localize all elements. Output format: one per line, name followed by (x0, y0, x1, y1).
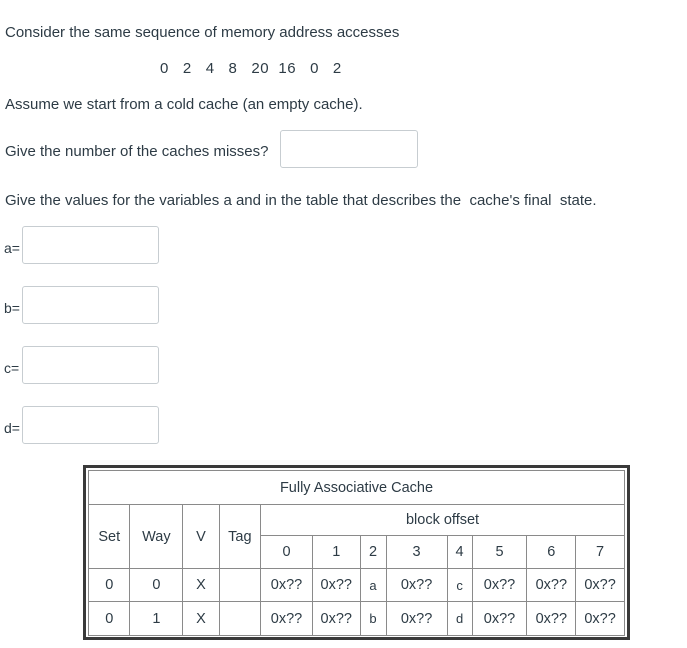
header-tag: Tag (219, 505, 260, 569)
cell-way: 1 (130, 602, 183, 636)
var-a-label: a= (4, 240, 20, 256)
table-row (89, 569, 625, 602)
var-b-label: b= (4, 300, 20, 316)
cell-data: 0x?? (527, 602, 576, 636)
misses-prompt: Give the number of the caches misses? (5, 143, 269, 160)
var-d-input[interactable] (22, 406, 159, 444)
question-intro: Consider the same sequence of memory address accesses (5, 24, 400, 41)
misses-input[interactable] (280, 130, 418, 168)
header-way: Way (130, 505, 183, 569)
cell-data: 0x?? (576, 569, 625, 602)
cell-data: 0x?? (312, 602, 360, 636)
cell-data: 0x?? (312, 569, 360, 602)
header-valid: V (183, 505, 219, 569)
offset-header: 6 (527, 536, 576, 569)
header-block-offset: block offset (261, 505, 625, 536)
offset-header: 7 (576, 536, 625, 569)
cell-data: 0x?? (576, 602, 625, 636)
var-a-input[interactable] (22, 226, 159, 264)
cache-table-frame (83, 465, 630, 640)
cell-data: 0x?? (261, 569, 313, 602)
cell-set: 0 (89, 569, 130, 602)
var-c-label: c= (4, 360, 20, 376)
header-set: Set (89, 505, 130, 569)
var-c-input[interactable] (22, 346, 159, 384)
offset-header: 4 (447, 536, 472, 569)
cell-data: 0x?? (386, 569, 447, 602)
cold-cache-assumption: Assume we start from a cold cache (an empty cache). (5, 96, 363, 113)
table-row (89, 602, 625, 636)
cell-tag (219, 569, 260, 602)
cell-data: 0x?? (386, 602, 447, 636)
var-d-label: d= (4, 420, 20, 436)
var-b-input[interactable] (22, 286, 159, 324)
cell-var-d: d (447, 602, 472, 636)
cell-var-c: c (447, 569, 472, 602)
offset-header: 3 (386, 536, 447, 569)
cell-valid: X (183, 602, 219, 636)
cell-data: 0x?? (472, 569, 527, 602)
cache-title: Fully Associative Cache (89, 471, 625, 505)
cell-data: 0x?? (472, 602, 527, 636)
offset-header: 1 (312, 536, 360, 569)
cell-data: 0x?? (261, 602, 313, 636)
offset-header: 2 (360, 536, 386, 569)
table-prompt: Give the values for the variables a and in the table that describes the cache's final state. (5, 192, 597, 209)
cell-way: 0 (130, 569, 183, 602)
offset-header: 5 (472, 536, 527, 569)
address-sequence: 0 2 4 8 20 16 0 2 (160, 60, 342, 77)
cell-var-a: a (360, 569, 386, 602)
cell-set: 0 (89, 602, 130, 636)
cell-var-b: b (360, 602, 386, 636)
cell-data: 0x?? (527, 569, 576, 602)
cell-tag (219, 602, 260, 636)
cell-valid: X (183, 569, 219, 602)
cache-table (88, 470, 625, 636)
offset-header: 0 (261, 536, 313, 569)
